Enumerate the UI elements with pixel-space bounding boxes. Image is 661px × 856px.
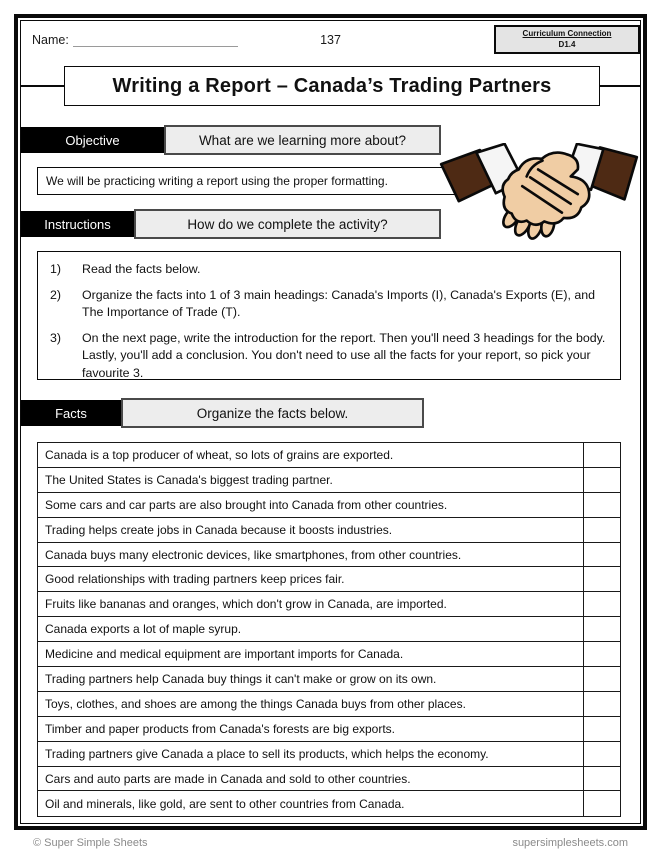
fact-text: The United States is Canada's biggest trading partner.: [38, 468, 584, 492]
fact-answer-cell[interactable]: [584, 692, 620, 716]
facts-table: [37, 442, 621, 817]
fact-row: [38, 742, 620, 767]
fact-answer-cell[interactable]: [584, 518, 620, 542]
step-text: Read the facts below.: [82, 262, 201, 276]
objective-section-label: Objective: [21, 127, 164, 153]
fact-row: [38, 642, 620, 667]
fact-answer-cell[interactable]: [584, 617, 620, 641]
fact-text: Canada exports a lot of maple syrup.: [38, 617, 584, 641]
fact-answer-cell[interactable]: [584, 767, 620, 791]
fact-row: [38, 543, 620, 568]
website-text: supersimplesheets.com: [512, 837, 628, 849]
fact-row: [38, 468, 620, 493]
fact-answer-cell[interactable]: [584, 642, 620, 666]
fact-answer-cell[interactable]: [584, 468, 620, 492]
fact-row: [38, 617, 620, 642]
fact-row: [38, 592, 620, 617]
facts-section-label: Facts: [21, 400, 121, 426]
fact-text: Medicine and medical equipment are important imports for Canada.: [38, 642, 584, 666]
fact-text: Good relationships with trading partners keep prices fair.: [38, 567, 584, 591]
fact-text: Cars and auto parts are made in Canada and sold to other countries.: [38, 767, 584, 791]
fact-row: [38, 692, 620, 717]
fact-text: Fruits like bananas and oranges, which don't grow in Canada, are imported.: [38, 592, 584, 616]
worksheet-inner-border: [20, 20, 641, 824]
worksheet-page: [14, 14, 647, 830]
instruction-step-2: [50, 287, 606, 321]
curriculum-connection-box: [494, 25, 640, 54]
objective-section-heading: What are we learning more about?: [164, 125, 441, 155]
curriculum-connection-title: Curriculum Connection: [522, 29, 612, 39]
fact-answer-cell[interactable]: [584, 493, 620, 517]
page-footer: [33, 837, 628, 849]
fact-row: [38, 767, 620, 792]
fact-text: Canada buys many electronic devices, like smartphones, from other countries.: [38, 543, 584, 567]
fact-text: Trading partners give Canada a place to sell its products, which helps the economy.: [38, 742, 584, 766]
fact-text: Toys, clothes, and shoes are among the things Canada buys from other places.: [38, 692, 584, 716]
fact-text: Canada is a top producer of wheat, so lots of grains are exported.: [38, 443, 584, 467]
fact-answer-cell[interactable]: [584, 717, 620, 741]
instruction-step-3: [50, 330, 606, 381]
fact-text: Trading helps create jobs in Canada because it boosts industries.: [38, 518, 584, 542]
fact-row: [38, 567, 620, 592]
fact-row: [38, 717, 620, 742]
instructions-box: [37, 251, 621, 380]
curriculum-connection-code: D1.4: [558, 39, 576, 49]
fact-text: Timber and paper products from Canada's forests are big exports.: [38, 717, 584, 741]
fact-row: [38, 493, 620, 518]
fact-row: [38, 791, 620, 816]
fact-answer-cell[interactable]: [584, 567, 620, 591]
step-number: 2): [50, 288, 62, 303]
fact-answer-cell[interactable]: [584, 667, 620, 691]
page-title: Writing a Report – Canada’s Trading Partners: [64, 66, 600, 106]
facts-section-heading: Organize the facts below.: [121, 398, 424, 428]
fact-answer-cell[interactable]: [584, 592, 620, 616]
fact-answer-cell[interactable]: [584, 443, 620, 467]
page-number: 137: [320, 33, 341, 47]
fact-answer-cell[interactable]: [584, 742, 620, 766]
fact-row: [38, 667, 620, 692]
step-text: Organize the facts into 1 of 3 main headings: Canada's Imports (I), Canada's Exports (E), and The Importance of Trade (T).: [82, 288, 596, 320]
instructions-section-heading: How do we complete the activity?: [134, 209, 441, 239]
name-label: Name:: [32, 33, 69, 47]
fact-text: Oil and minerals, like gold, are sent to other countries from Canada.: [38, 791, 584, 816]
fact-answer-cell[interactable]: [584, 791, 620, 816]
fact-row: [38, 443, 620, 468]
step-number: 1): [50, 262, 62, 276]
instruction-step-1: [50, 261, 606, 278]
fact-text: Some cars and car parts are also brought into Canada from other countries.: [38, 493, 584, 517]
instructions-section-label: Instructions: [21, 211, 134, 237]
handshake-icon: [437, 143, 641, 247]
fact-text: Trading partners help Canada buy things it can't make or grow on its own.: [38, 667, 584, 691]
fact-row: [38, 518, 620, 543]
copyright-text: © Super Simple Sheets: [33, 837, 148, 849]
step-text: On the next page, write the introduction for the report. Then you'll need 3 headings for the body. Lastly, you'll add a conclusion. You don't need to use all the facts for your report, so pick your favourite 3.: [82, 331, 606, 380]
objective-text-box: We will be practicing writing a report using the proper formatting.: [37, 167, 469, 195]
step-number: 3): [50, 331, 62, 346]
fact-answer-cell[interactable]: [584, 543, 620, 567]
